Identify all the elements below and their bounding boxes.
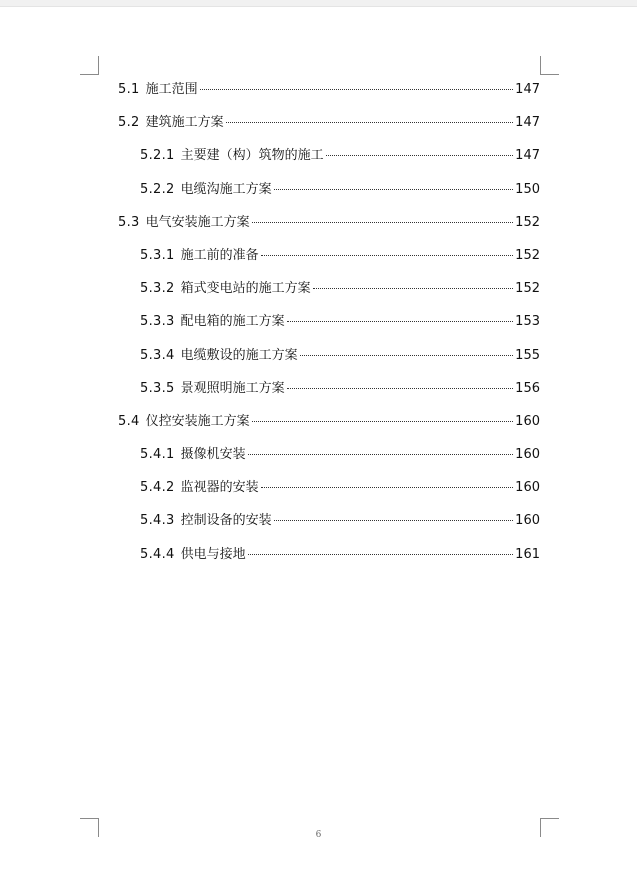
toc-entry[interactable]: [118, 509, 540, 542]
toc-dot-leader: [200, 89, 514, 90]
toc-entry[interactable]: [118, 344, 540, 377]
toc-entry-number: 5.4: [118, 413, 140, 429]
toc-entry-number: 5.1: [118, 82, 140, 97]
toc-dot-leader: [248, 554, 514, 555]
toc-dot-leader: [226, 122, 514, 123]
toc-dot-leader: [287, 321, 514, 322]
toc-entry[interactable]: [118, 178, 540, 211]
toc-dot-leader: [326, 155, 514, 156]
toc-dot-leader: [300, 355, 514, 356]
toc-dot-leader: [252, 222, 514, 223]
toc-entry-page: 152: [515, 214, 540, 230]
crop-mark-top-right: [540, 56, 559, 75]
toc-dot-leader: [274, 189, 514, 190]
toc-entry[interactable]: [118, 377, 540, 410]
toc-entry-number: 5.4.3: [140, 513, 175, 529]
toc-dot-leader: [248, 454, 514, 455]
toc-entry-page: 156: [515, 380, 540, 396]
toc-entry-title: 监视器的安装: [180, 480, 259, 496]
toc-entry[interactable]: [118, 410, 540, 443]
toc-entry-page: 152: [515, 281, 540, 297]
toc-entry-title: 施工范围: [145, 82, 198, 97]
toc-entry-title: 施工前的准备: [180, 247, 259, 263]
toc-entry-title: 电缆沟施工方案: [180, 181, 272, 197]
toc-dot-leader: [287, 388, 514, 389]
toc-entry[interactable]: [118, 476, 540, 509]
toc-dot-leader: [252, 421, 514, 422]
toc-entry-page: 161: [515, 546, 540, 562]
crop-mark-top-left: [80, 56, 99, 75]
toc-entry-page: 160: [515, 513, 540, 529]
toc-entry-page: 152: [515, 247, 540, 263]
toc-entry[interactable]: [118, 144, 540, 177]
toc-entry-number: 5.2.1: [140, 148, 175, 164]
toc-entry[interactable]: [118, 211, 540, 244]
toc-entry-page: 147: [515, 82, 540, 97]
toc-entry-number: 5.3: [118, 214, 140, 230]
toc-entry[interactable]: [118, 244, 540, 277]
toc-entry[interactable]: [118, 277, 540, 310]
toc-entry[interactable]: [118, 310, 540, 343]
toc-entry-number: 5.3.3: [140, 314, 175, 330]
toc-entry-page: 160: [515, 413, 540, 429]
toc-entry-title: 仪控安装施工方案: [145, 413, 250, 429]
toc-entry[interactable]: [118, 78, 540, 111]
toc-entry-title: 摄像机安装: [180, 447, 246, 463]
window-top-strip: [0, 0, 637, 7]
toc-entry[interactable]: [118, 111, 540, 144]
toc-entry[interactable]: [118, 543, 540, 576]
toc-entry-title: 供电与接地: [180, 546, 246, 562]
toc-entry-title: 建筑施工方案: [145, 115, 224, 131]
toc-entry[interactable]: [118, 443, 540, 476]
toc-dot-leader: [274, 520, 514, 521]
toc-dot-leader: [261, 487, 514, 488]
toc-entry-number: 5.2: [118, 115, 140, 131]
toc-entry-page: 160: [515, 480, 540, 496]
toc-entry-page: 160: [515, 447, 540, 463]
toc-entry-number: 5.4.4: [140, 546, 175, 562]
table-of-contents: [118, 78, 540, 576]
toc-entry-number: 5.3.4: [140, 347, 175, 363]
footer-page-number: 6: [315, 830, 322, 840]
toc-entry-number: 5.3.1: [140, 247, 175, 263]
toc-entry-page: 150: [515, 181, 540, 197]
toc-entry-number: 5.3.2: [140, 281, 175, 297]
toc-dot-leader: [261, 255, 514, 256]
toc-entry-number: 5.4.1: [140, 447, 175, 463]
toc-entry-title: 主要建（构）筑物的施工: [180, 148, 324, 164]
toc-entry-number: 5.3.5: [140, 380, 175, 396]
toc-entry-title: 景观照明施工方案: [180, 380, 285, 396]
toc-entry-title: 电缆敷设的施工方案: [180, 347, 298, 363]
toc-entry-title: 控制设备的安装: [180, 513, 272, 529]
toc-dot-leader: [313, 288, 514, 289]
toc-entry-number: 5.2.2: [140, 181, 175, 197]
toc-entry-title: 配电箱的施工方案: [180, 314, 285, 330]
toc-entry-page: 147: [515, 148, 540, 164]
toc-entry-title: 电气安装施工方案: [145, 214, 250, 230]
toc-entry-number: 5.4.2: [140, 480, 175, 496]
toc-entry-page: 147: [515, 115, 540, 131]
toc-entry-title: 箱式变电站的施工方案: [180, 281, 311, 297]
toc-entry-page: 155: [515, 347, 540, 363]
toc-entry-page: 153: [515, 314, 540, 330]
